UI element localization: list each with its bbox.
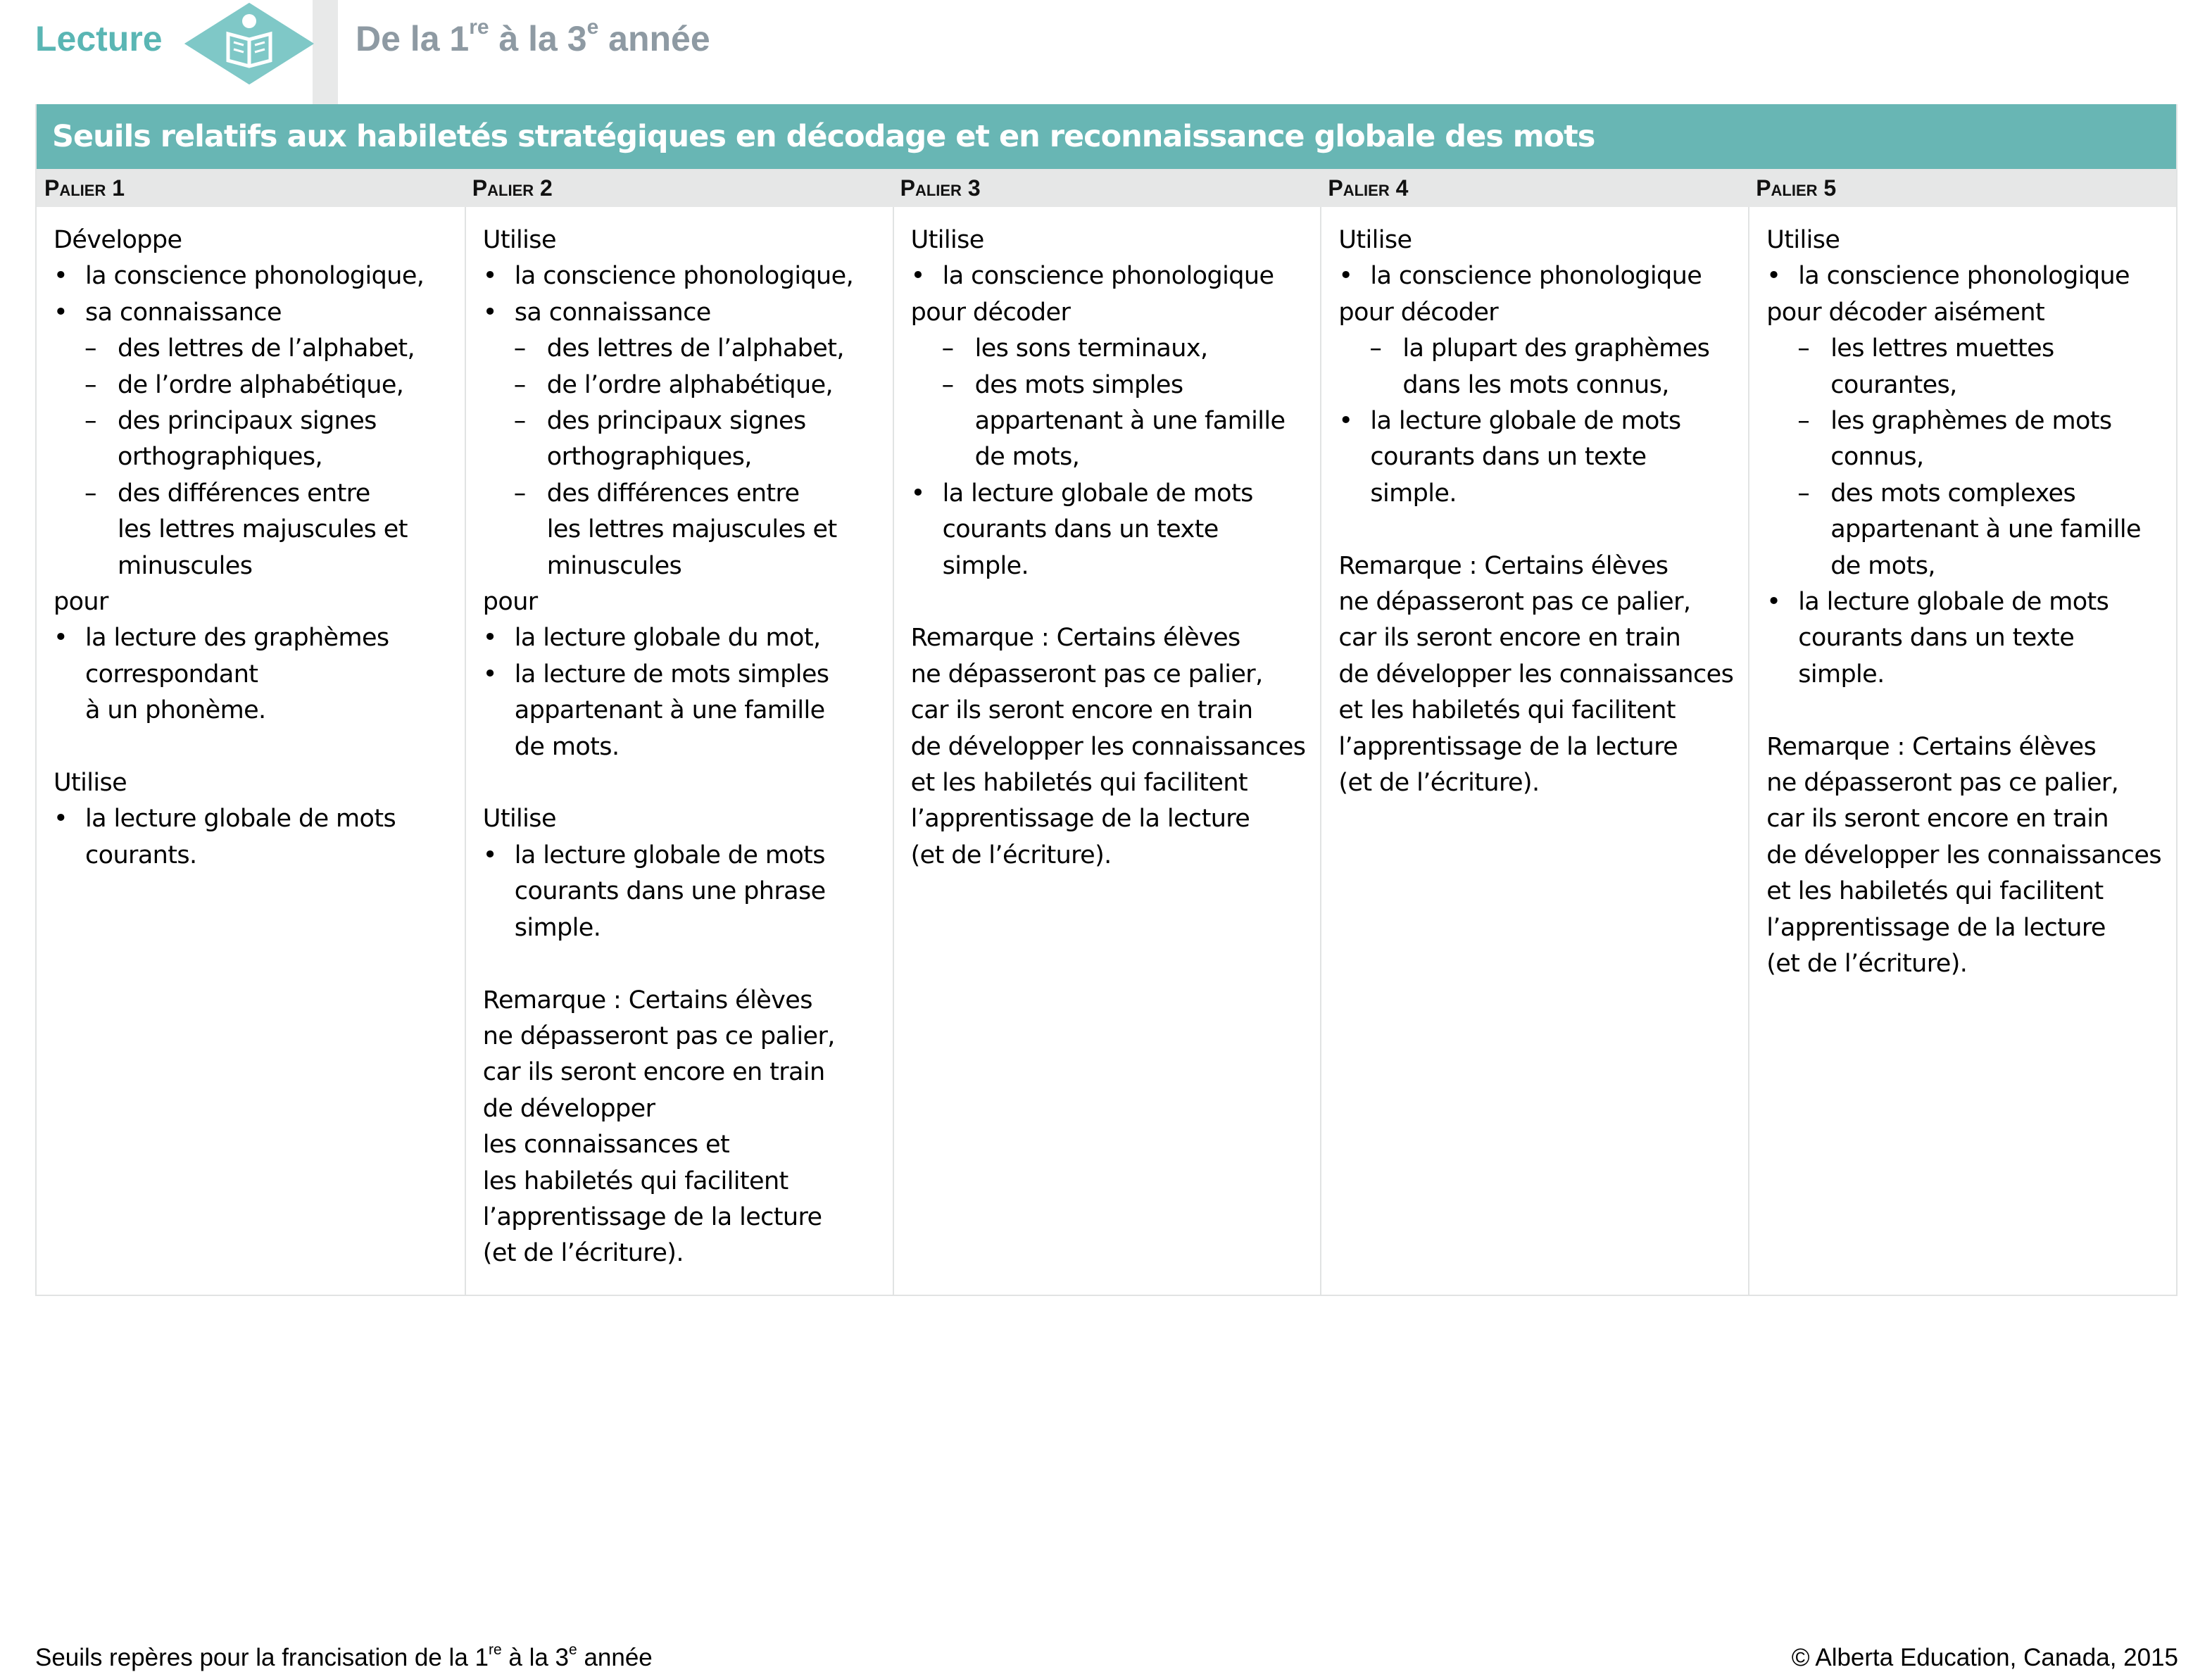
bullet-item: • sa connaissance [483,295,881,331]
dash-item: – des lettres de l’alphabet, [483,331,881,367]
palier-3-cell [893,207,1321,1295]
cell-text-line: et les habiletés qui facilitent [1766,877,2104,906]
cell-text-line: et les habiletés qui facilitent [910,769,1248,798]
column-header-palier-2: Palier 2 [472,175,553,201]
cell-text-line: Développe [54,226,182,254]
cell-text-line: l’apprentissage de la lecture [1338,732,1678,761]
cell-text-line: pour [54,588,108,617]
palier-5-cell [1748,207,2176,1295]
thresholds-table [35,104,2178,1296]
cell-text-line: Remarque : Certains élèves [482,986,812,1014]
column-header-palier-3: Palier 3 [900,175,981,201]
grade-range-title: De la 1re à la 3e année [356,15,710,58]
bullet-item: • la lecture globale de mots [1766,584,2165,620]
bullet-item: • la conscience phonologique [911,258,1309,294]
bullet-item: • la lecture globale du mot, [483,620,881,656]
cell-text-line: connus, [1830,443,1924,472]
bullet-item: • la lecture globale de mots [54,801,453,837]
palier-4-cell [1320,207,1748,1295]
bullet-item: • sa connaissance [54,295,453,331]
cell-text-line: simple. [942,551,1029,580]
cell-text-line: Utilise [1766,226,1840,254]
cell-text-line: simple. [1370,479,1457,508]
cell-text-line: orthographiques, [546,443,752,472]
cell-text-line: de développer les connaissances [1338,660,1734,689]
spacer [483,946,881,982]
cell-text-line: (et de l’écriture). [1338,769,1540,798]
dash-item: – des lettres de l’alphabet, [54,331,453,367]
cell-text-line: Utilise [1338,226,1412,254]
cell-text-line: car ils seront encore en train [482,1058,825,1087]
cell-text-line: car ils seront encore en train [1766,805,2109,834]
spacer [911,584,1309,620]
spacer [1766,693,2165,729]
dash-item: – des principaux signes [483,403,881,439]
cell-text-line: dans les mots connus, [1402,370,1669,399]
dash-item: – des mots complexes [1766,476,2165,512]
cell-text-line: les lettres majuscules et [546,515,837,544]
dash-item: – des mots simples [911,367,1309,403]
cell-text-line: de mots, [1830,551,1935,580]
cell-text-line: simple. [514,913,601,942]
cell-text-line: courants dans un texte [1798,624,2075,653]
cell-text-line: ne dépasseront pas ce palier, [910,660,1263,689]
cell-text-line: Remarque : Certains élèves [910,624,1240,653]
dash-item: – les sons terminaux, [911,331,1309,367]
cell-text-line: (et de l’écriture). [1766,950,1968,979]
spacer [1338,512,1737,548]
cell-text-line: minuscules [546,551,682,580]
cell-text-line: l’apprentissage de la lecture [482,1202,822,1231]
cell-text-line: l’apprentissage de la lecture [1766,913,2106,942]
cell-text-line: pour décoder aisément [1766,298,2045,327]
cell-text-line: pour [482,588,538,617]
dash-item: – de l’ordre alphabétique, [54,367,453,403]
cell-text-line: de développer les connaissances [1766,841,2162,869]
cell-text-line: de mots, [974,443,1080,472]
palier-1-cell [37,207,465,1295]
cell-text-line: pour décoder [1338,298,1499,327]
dash-item: – de l’ordre alphabétique, [483,367,881,403]
cell-text-line: l’apprentissage de la lecture [910,805,1250,834]
cell-text-line: courants dans une phrase [514,877,826,906]
cell-text-line: les habiletés qui facilitent [482,1167,788,1195]
bullet-item: • la lecture globale de mots [483,838,881,874]
dash-item: – la plupart des graphèmes [1338,331,1737,367]
cell-text-line: appartenant à une famille [1830,515,2141,544]
cell-text-line: orthographiques, [118,443,322,472]
cell-text-line: pour décoder [910,298,1071,327]
bullet-item: • la lecture des graphèmes [54,620,453,656]
bullet-item: • la conscience phonologique [1338,258,1737,294]
cell-text-line: ne dépasseront pas ce palier, [482,1022,835,1050]
cell-text-line: de développer les connaissances [910,732,1306,761]
column-headers [37,169,2176,207]
column-header-palier-1: Palier 1 [44,175,125,201]
cell-text-line: minuscules [118,551,253,580]
cell-text-line: courantes, [1830,370,1957,399]
table-title: Seuils relatifs aux habiletés stratégiques en décodage et en reconnaissance globale des mots [37,104,2176,169]
cell-text-line: les connaissances et [482,1131,730,1159]
dash-item: – les graphèmes de mots [1766,403,2165,439]
palier-2-cell [465,207,893,1295]
cell-text-line: simple. [1798,660,1885,689]
cell-text-line: courants dans un texte [1370,443,1647,472]
cell-text-line: courants. [85,841,197,869]
cell-text-line: Remarque : Certains élèves [1766,732,2097,761]
bullet-item: • la conscience phonologique, [483,258,881,294]
cell-text-line: ne dépasseront pas ce palier, [1338,588,1691,617]
footer-copyright: © Alberta Education, Canada, 2015 [1791,1644,2178,1671]
dash-item: – des principaux signes [54,403,453,439]
cell-text-line: car ils seront encore en train [910,696,1253,725]
cell-text-line: (et de l’écriture). [910,841,1112,869]
cell-text-line: à un phonème. [85,696,266,725]
reader-book-icon [184,0,339,106]
spacer [54,729,453,765]
column-header-palier-4: Palier 4 [1328,175,1409,201]
cell-text-line: ne dépasseront pas ce palier, [1766,769,2119,798]
subject-label: Lecture [35,19,163,58]
bullet-item: • la conscience phonologique, [54,258,453,294]
column-header-palier-5: Palier 5 [1756,175,1837,201]
cell-text-line: appartenant à une famille [514,696,825,725]
bullet-item: • la conscience phonologique [1766,258,2165,294]
dash-item: – des différences entre [54,476,453,512]
cell-text-line: Remarque : Certains élèves [1338,551,1669,580]
cell-text-line: Utilise [910,226,984,254]
cell-text-line: Utilise [54,769,127,798]
cell-text-line: de développer [482,1094,655,1123]
cell-text-line: courants dans un texte [942,515,1219,544]
bullet-item: • la lecture de mots simples [483,657,881,693]
cell-text-line: et les habiletés qui facilitent [1338,696,1676,725]
cell-text-line: car ils seront encore en train [1338,624,1681,653]
spacer [483,765,881,801]
cell-text-line: (et de l’écriture). [482,1239,684,1268]
cell-text-line: de mots. [514,732,620,761]
page-header [0,0,2212,106]
dash-item: – des différences entre [483,476,881,512]
cell-text-line: appartenant à une famille [974,407,1286,436]
cell-text-line: Utilise [482,226,556,254]
cell-text-line: correspondant [85,660,258,689]
dash-item: – les lettres muettes [1766,331,2165,367]
bullet-item: • la lecture globale de mots [1338,403,1737,439]
cell-text-line: Utilise [482,805,556,834]
footer-document-title: Seuils repères pour la francisation de la 1re à la 3e année [35,1642,653,1671]
table-body [37,207,2176,1295]
cell-text-line: les lettres majuscules et [118,515,408,544]
bullet-item: • la lecture globale de mots [911,476,1309,512]
